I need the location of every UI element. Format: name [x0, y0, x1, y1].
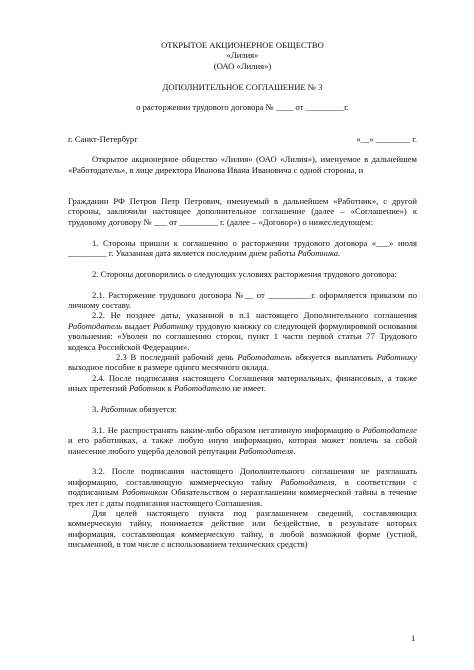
clause-3-2: 3.2. После подписания настоящего Дополнительного соглашения не разглашать информацию, составляющую коммерческую тайну Работодателя, в соответствии с подписанным Работником Обязательством о неразглашении коммерческой тайны в течение трех лет с даты подписания настоящего Соглашения.: [68, 466, 417, 508]
document-title: ДОПОЛНИТЕЛЬНОЕ СОГЛАШЕНИЕ № 3: [162, 81, 323, 92]
place-date-line: [68, 134, 417, 144]
clause-2: 2. Стороны договорились о следующих условиях расторжения трудового договора:: [92, 268, 397, 279]
document-subject: о расторжении трудового договора № ____ от _________г.: [136, 102, 349, 113]
clause-3-1: 3.1. Не распространять каким-либо образом негативную информацию о Работодателе и его работниках, а также любую иную информацию, которая может повлечь за собой нанесение любого ущерба деловой репутации Работодателя.: [68, 424, 417, 456]
page-number: 1: [411, 633, 416, 643]
company-short-name: «Лилия»: [226, 50, 259, 61]
clause-2-4: 2.4. После подписания настоящего Соглашения материальных, финансовых, а также иных претензий Работник к Работодателю не имеет.: [68, 372, 417, 394]
city: г. Санкт-Петербург: [68, 133, 138, 144]
agreement-date: «__» ________ г.: [356, 133, 417, 144]
employer-paragraph: Открытое акционерное общество «Лилия» (ОАО «Лилия»), именуемое в дальнейшем «Работодатель», в лице директора Иванова Ивана Ивановича с одной стороны, и: [68, 154, 417, 175]
company-abbreviation: (ОАО «Лилия»): [213, 60, 272, 71]
clause-2-3: 2.3 В последний рабочий день Работодатель обязуется выплатить Работнику выходное пособие в размере одного месячного оклада.: [68, 352, 417, 373]
document-body: [68, 40, 417, 550]
clause-2-1: 2.1. Расторжение трудового договора №__ от __________г. оформляется приказом по личному составу.: [68, 289, 417, 310]
clause-1: 1. Стороны пришли к соглашению о расторжении трудового договора «___» июля _________ г. Указанная дата является последним днем работы Работника.: [68, 237, 417, 258]
company-name: ОТКРЫТОЕ АКЦИОНЕРНОЕ ОБЩЕСТВО: [161, 40, 324, 50]
employee-paragraph: Гражданин РФ Петров Петр Петрович, именуемый в дальнейшем «Работник», с другой стороны, заключили настоящее дополнительное соглашение (далее – «Соглашение») к трудовому договору № ___ от _________ г. (далее – «Договор») о нижеследующем:: [68, 195, 417, 227]
clause-2-2: 2.2. Не позднее даты, указанной в п.1 настоящего Дополнительного соглашения Работодатель выдает Работнику трудовую книжку со следующей формулировкой основания увольнения: «Уволен по соглашению сторон, пункт 1 части первой статьи 77 Трудового кодекса Российской Федерации».: [68, 310, 417, 352]
clause-3-3: Для целей настоящего пункта под разглашением сведений, составляющих коммерческую тайну, понимается действие или бездействие, в результате которых информация, составляющая коммерческую тайну, в любой возможной форме (устной, письменной, в том числе с использованием технических средств): [68, 508, 417, 550]
clause-3: 3. Работник обязуется:: [92, 404, 177, 415]
